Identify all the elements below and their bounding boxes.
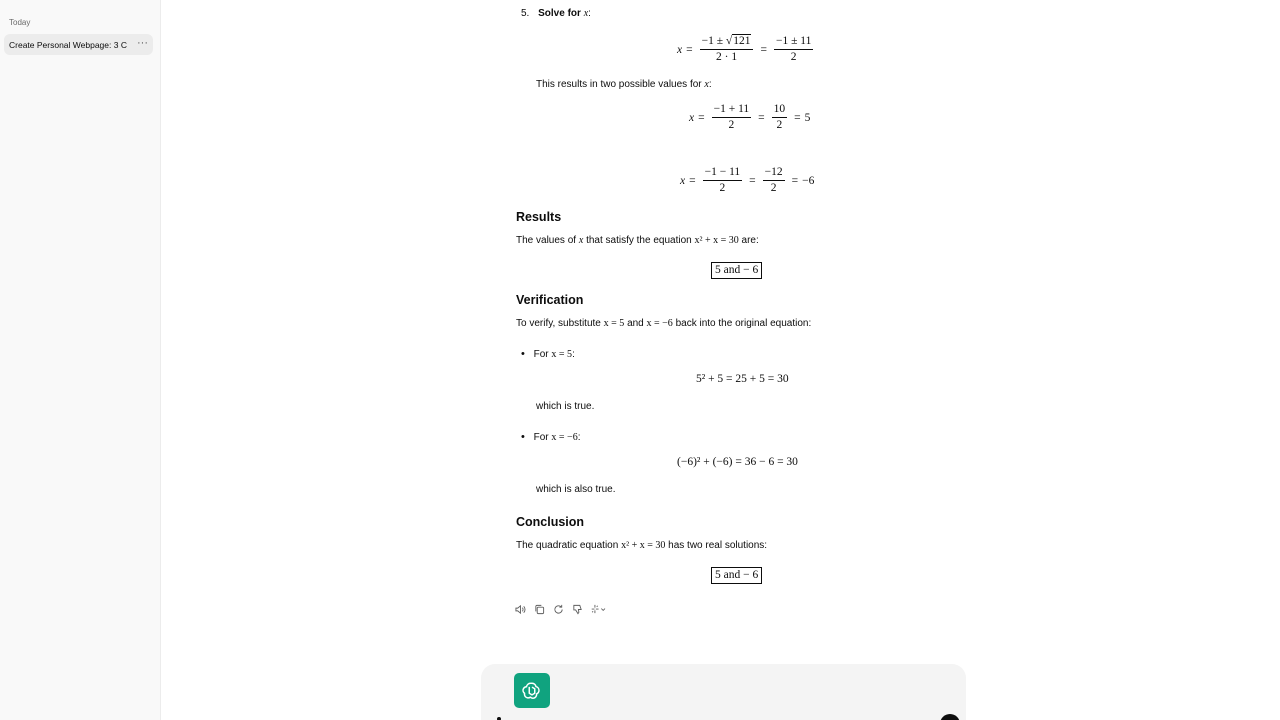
step-var: x	[583, 8, 589, 19]
bullet-dot: •	[521, 431, 525, 443]
results-intro-var: x	[704, 79, 709, 90]
message-composer[interactable]	[481, 664, 966, 720]
verification-bullet-2: • For x = −6:	[521, 431, 581, 443]
results-text	[516, 235, 759, 247]
verification-text-pre: To verify, substitute	[516, 318, 601, 329]
sol2-num1: −1 − 11	[703, 166, 743, 181]
bullet1-note: which is true.	[536, 401, 595, 412]
copy-icon[interactable]	[534, 604, 545, 615]
step-number: 5.	[521, 8, 530, 19]
verification-heading: Verification	[516, 293, 584, 307]
verification-text	[516, 318, 811, 330]
verification-text-post: back into the original equation:	[675, 318, 812, 329]
chatgpt-logo-icon	[514, 673, 550, 708]
quadratic-formula-equation: x = $\frac{-1 \pm √121}{2 \cdot 1}$ = $\frac{-1 \pm 11}{2}$	[677, 35, 812, 63]
results-equation: x² + x = 30	[694, 235, 739, 246]
fraction	[763, 166, 785, 195]
eq-den2: 2	[790, 51, 797, 63]
sol1-result: 5	[804, 111, 811, 124]
sol2-den1: 2	[719, 182, 726, 194]
conclusion-text-post: has two real solutions:	[668, 540, 768, 551]
eq-num2: −1 ± 11	[774, 35, 813, 50]
results-text-var: x	[578, 235, 584, 246]
sidebar-section-today: Today	[9, 18, 31, 27]
conclusion-heading: Conclusion	[516, 515, 585, 529]
step-colon: :	[588, 8, 591, 19]
conclusion-text-pre: The quadratic equation	[516, 540, 619, 551]
bullet2-pre: For	[533, 432, 549, 443]
bullet1-equation: 5² + 5 = 25 + 5 = 30	[696, 373, 789, 385]
sidebar	[0, 0, 161, 720]
results-intro-text: This results in two possible values for	[536, 79, 702, 90]
sol2-den2: 2	[770, 182, 777, 194]
more-options-icon[interactable]: ···	[137, 37, 148, 49]
eq-x: x	[677, 43, 683, 56]
fraction	[703, 166, 743, 195]
step-label: Solve for	[538, 8, 581, 19]
conclusion-boxed-answer: 5 and − 6	[711, 567, 762, 584]
fraction	[774, 35, 813, 64]
sidebar-conversation-item[interactable]	[4, 34, 153, 55]
bullet2-math: x = −6	[551, 432, 578, 443]
eq-sqrt: 121	[733, 35, 751, 47]
fraction	[712, 103, 752, 132]
verification-bullet-1: • For x = 5:	[521, 348, 575, 360]
conclusion-text	[516, 540, 767, 552]
verification-and: and	[627, 318, 644, 329]
solution-2-equation: x = $\frac{-1 - 11}{2}$ = $\frac{-12}{2}$ = −6	[680, 166, 815, 194]
results-heading: Results	[516, 210, 562, 224]
sol1-den2: 2	[776, 119, 783, 131]
regenerate-icon[interactable]	[553, 604, 564, 615]
eq-num1: −1 ±	[701, 35, 726, 47]
bullet-dot: •	[521, 348, 525, 360]
fraction	[772, 103, 788, 132]
bullet1-pre: For	[533, 349, 549, 360]
step-5-line	[521, 8, 591, 20]
bullet2-note: which is also true.	[536, 484, 616, 495]
results-text-post: are:	[741, 235, 759, 246]
eq-den1: 2 · 1	[716, 51, 738, 63]
results-intro: This results in two possible values for x:	[536, 79, 712, 90]
read-aloud-icon[interactable]	[515, 604, 526, 615]
sol2-num2: −12	[763, 166, 785, 181]
conversation-title: Create Personal Webpage: 3 C	[9, 40, 127, 50]
bullet2-equation: (−6)² + (−6) = 36 − 6 = 30	[677, 456, 798, 468]
results-boxed-answer: 5 and − 6	[711, 262, 762, 279]
verification-sub2: x = −6	[646, 318, 673, 329]
sol1-den1: 2	[728, 119, 735, 131]
results-text-pre: The values of	[516, 235, 577, 246]
bullet1-math: x = 5	[551, 349, 573, 360]
conclusion-equation: x² + x = 30	[621, 540, 666, 551]
solution-1-equation: x = $\frac{-1 + 11}{2}$ = $\frac{10}{2}$ = 5	[689, 103, 811, 131]
fraction: $\frac{-1 \pm √121}{2 \cdot 1}$	[700, 35, 754, 64]
results-text-mid: that satisfy the equation	[586, 235, 692, 246]
model-switch-icon[interactable]	[590, 604, 609, 615]
sol1-num1: −1 + 11	[712, 103, 752, 118]
sol1-num2: 10	[772, 103, 788, 118]
thumbs-down-icon[interactable]	[572, 604, 583, 615]
verification-sub1: x = 5	[603, 318, 625, 329]
sol2-result: −6	[802, 174, 815, 187]
